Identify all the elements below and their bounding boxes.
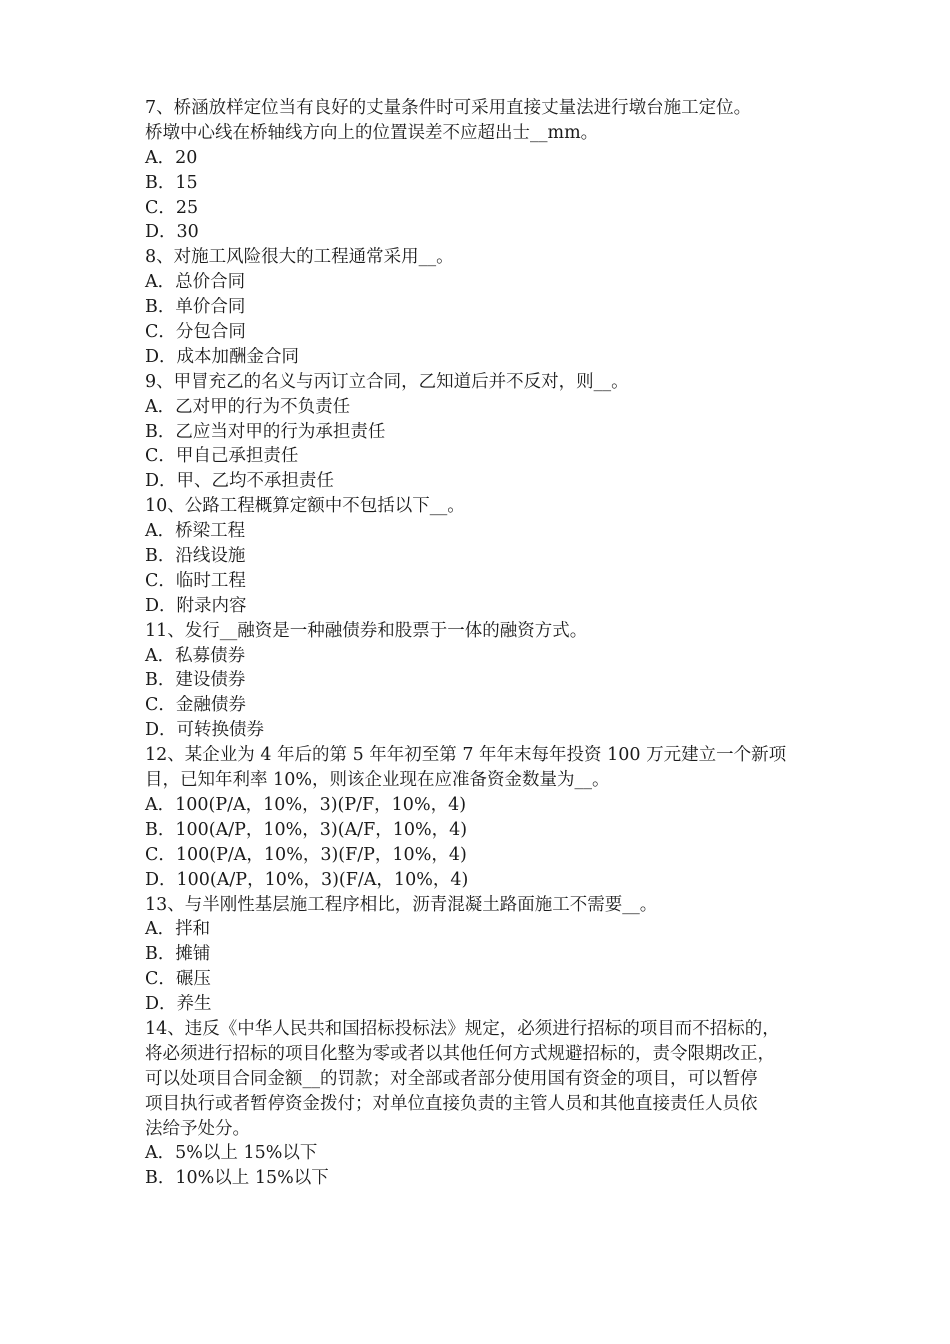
question-stem-line: 法给予处分。 [145,1118,250,1139]
question-stem-line: 项目执行或者暂停资金拨付；对单位直接负责的主管人员和其他直接责任人员依 [145,1093,758,1114]
question-stem-line: 8、对施工风险很大的工程通常采用__。 [145,247,454,268]
option-d: D．养生 [145,994,212,1015]
question-13 [145,893,825,1017]
option-a: A．拌和 [145,919,211,940]
option-a: A．乙对甲的行为不负责任 [145,396,351,417]
option-a: A．5%以上 15%以下 [145,1143,318,1164]
option-d: D．成本加酬金合同 [145,346,300,367]
question-14 [145,1017,825,1191]
option-b: B．建设债券 [145,670,246,691]
question-11 [145,619,825,743]
option-b: B．15 [145,172,198,193]
option-c: C．临时工程 [145,570,246,591]
question-stem-line: 桥墩中心线在桥轴线方向上的位置误差不应超出士__mm。 [145,122,599,143]
question-9 [145,370,825,494]
question-stem-line: 9、甲冒充乙的名义与丙订立合同，乙知道后并不反对，则__。 [145,371,629,392]
question-list [145,96,825,1191]
question-stem-line: 14、违反《中华人民共和国招标投标法》规定，必须进行招标的项目而不招标的， [145,1018,780,1039]
question-7 [145,96,825,245]
option-c: C．金融债券 [145,695,246,716]
question-8 [145,245,825,369]
option-c: C．分包合同 [145,322,246,343]
option-b: B．摊铺 [145,944,211,965]
question-stem-line: 将必须进行招标的项目化整为零或者以其他任何方式规避招标的，责令限期改正， [145,1043,775,1064]
option-c: C．25 [145,197,199,218]
option-b: B．单价合同 [145,297,246,318]
option-d: D．甲、乙均不承担责任 [145,471,335,492]
option-d: D．可转换债券 [145,720,265,741]
question-12 [145,743,825,892]
question-stem-line: 10、公路工程概算定额中不包括以下__。 [145,496,465,517]
option-a: A．100(P/A，10%，3)(P/F，10%，4) [145,794,467,815]
option-d: D．30 [145,222,199,243]
option-b: B．100(A/P，10%，3)(A/F，10%，4) [145,819,468,840]
question-10 [145,494,825,618]
option-d: D．附录内容 [145,595,247,616]
question-stem-line: 11、发行__融资是一种融债券和股票于一体的融资方式。 [145,620,588,641]
option-b: B．乙应当对甲的行为承担责任 [145,421,386,442]
question-stem-line: 7、桥涵放样定位当有良好的丈量条件时可采用直接丈量法进行墩台施工定位。 [145,98,752,118]
question-stem-line: 可以处项目合同金额__的罚款；对全部或者部分使用国有资金的项目，可以暂停 [145,1068,758,1089]
option-c: C．100(P/A，10%，3)(F/P，10%，4) [145,844,467,865]
option-b: B．10%以上 15%以下 [145,1168,329,1189]
option-c: C．甲自己承担责任 [145,446,299,467]
question-stem-line: 12、某企业为 4 年后的第 5 年年初至第 7 年年末每年投资 100 万元建立一个新项 [145,745,787,766]
option-a: A．桥梁工程 [145,521,246,542]
option-a: A．总价合同 [145,272,246,293]
option-a: A．私募债券 [145,645,246,666]
option-a: A．20 [145,147,198,168]
option-b: B．沿线设施 [145,546,246,567]
question-stem-line: 目，已知年利率 10%，则该企业现在应准备资金数量为__。 [145,770,610,791]
option-c: C．碾压 [145,969,211,990]
option-d: D．100(A/P，10%，3)(F/A，10%，4) [145,869,469,890]
question-stem-line: 13、与半刚性基层施工程序相比，沥青混凝土路面施工不需要__。 [145,894,658,915]
